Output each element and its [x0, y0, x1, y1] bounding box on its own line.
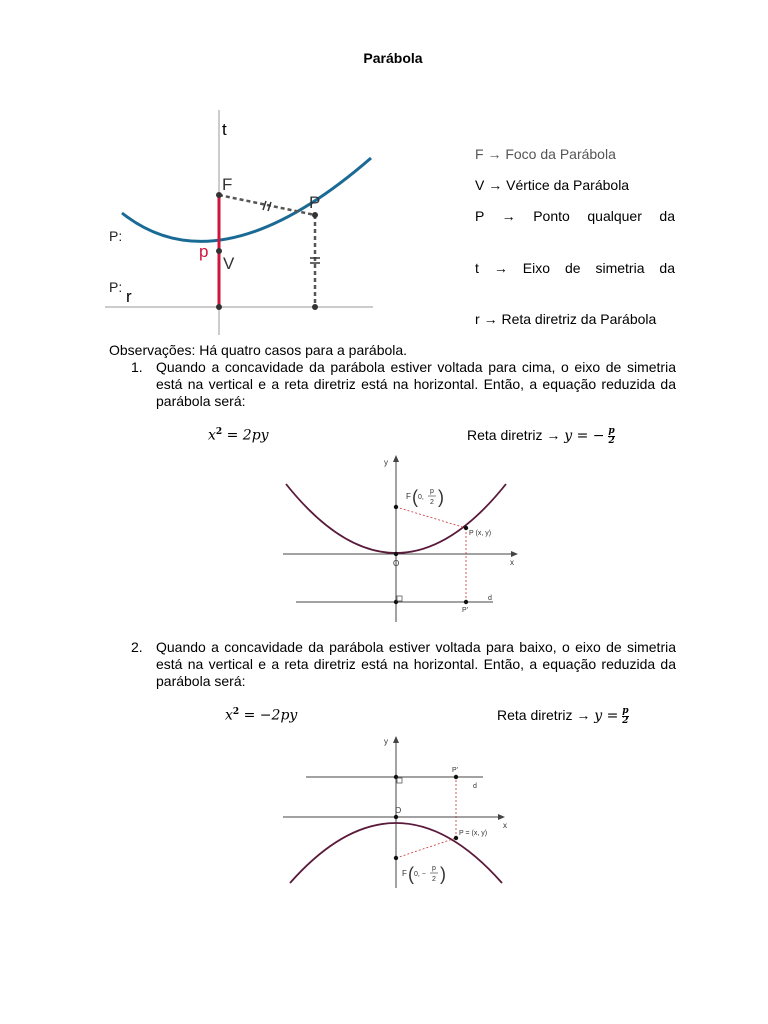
case-2	[131, 639, 676, 690]
svg-text:): )	[438, 487, 444, 507]
svg-text:2: 2	[430, 499, 434, 506]
svg-text:p: p	[432, 865, 436, 872]
case-1-directrix-label-d: d	[488, 595, 492, 602]
case-2-directrix-fraction: $\frac{p}{2}$	[622, 706, 629, 726]
observations: Observações: Há quatro casos para a parábola.	[109, 342, 408, 358]
parabola-curve	[122, 158, 371, 241]
case-1-text: Quando a concavidade da parábola estiver voltada para cima, o eixo de simetria está na vertical e a reta diretriz está na horizontal. Então, a equação reduzida da parábola será:	[156, 359, 676, 409]
legend-focus	[475, 145, 675, 163]
legend-point-letter: P	[475, 208, 485, 224]
svg-text:(: (	[408, 864, 414, 884]
case-1-point	[464, 526, 468, 530]
case-2-point	[454, 836, 458, 840]
svg-text:): )	[440, 864, 446, 884]
case-2-point-prime-label: P'	[452, 767, 459, 774]
label-cut-2: P:	[109, 279, 123, 295]
focus-to-point-dashed	[219, 195, 315, 215]
page-title: Parábola	[363, 50, 423, 66]
directrix-point	[216, 304, 222, 310]
svg-text:0,: 0,	[418, 494, 424, 501]
label-V: V	[223, 254, 235, 273]
case-2-equation: $x^2 = -2py$	[225, 707, 298, 724]
case-2-graph	[278, 733, 528, 893]
svg-text:F: F	[406, 492, 411, 501]
case-2-x-label: x	[503, 821, 507, 830]
label-p: p	[199, 242, 209, 261]
svg-text:p: p	[430, 488, 434, 495]
case-1-graph	[278, 452, 528, 627]
case-2-focus-point	[394, 856, 398, 860]
case-2-directrix-label: Reta diretriz →	[497, 707, 591, 724]
legend-vertex	[475, 176, 675, 194]
case-1-x-label: x	[510, 558, 514, 567]
case-2-focus-label	[402, 864, 446, 884]
svg-text:(: (	[412, 487, 418, 507]
case-2-point-prime	[454, 775, 458, 779]
legend-axis	[475, 259, 675, 277]
case-2-number: 2.	[131, 639, 143, 655]
case-1-directrix-label: Reta diretriz →	[467, 427, 561, 444]
case-2-y-label: y	[384, 737, 388, 746]
case-2-origin-point	[394, 815, 398, 819]
case-2-point-label: P = (x, y)	[459, 830, 488, 837]
case-1-number: 1.	[131, 359, 143, 375]
label-r: r	[126, 287, 132, 306]
vertex-point	[216, 248, 222, 254]
case-2-directrix: Reta diretriz → $y = \frac{p}{2}$	[497, 706, 629, 726]
case-2-text: Quando a concavidade da parábola estiver voltada para baixo, o eixo de simetria está na vertical e a reta diretriz está na horizontal. Então, a equação reduzida da parábola será:	[156, 639, 676, 689]
case-1	[131, 359, 676, 410]
case-1-origin-point	[394, 552, 398, 556]
case-1-directrix-fraction: $\frac{p}{2}$	[608, 426, 615, 446]
label-cut-1: P:	[109, 228, 123, 244]
legend-directrix-text: → Reta diretriz da Parábola	[483, 311, 657, 327]
legend-directrix-letter: r	[475, 311, 480, 327]
svg-text:0, −: 0, −	[414, 871, 426, 878]
case-1-directrix: Reta diretriz → y = − $\frac{p}{2}$	[467, 426, 615, 446]
legend-focus-letter: F	[475, 146, 484, 162]
case-1-focus-point	[394, 505, 398, 509]
legend-vertex-letter: V	[475, 177, 485, 193]
label-P: P	[309, 193, 321, 212]
legend-axis-text: → Eixo de simetria da	[493, 260, 676, 276]
legend-axis-letter: t	[475, 260, 479, 276]
label-F: F	[222, 175, 233, 194]
legend-focus-text: → Foco da Parábola	[487, 146, 616, 162]
legend-point-text: → Ponto qualquer da	[501, 208, 675, 224]
case-1-point-prime-label: P'	[462, 607, 469, 614]
label-t: t	[222, 120, 227, 139]
legend-point	[475, 207, 675, 225]
case-1-focus-label	[406, 487, 444, 507]
case-2-directrix-label-d: d	[473, 783, 477, 790]
case-1-equation: $x^2 = 2py$	[208, 427, 269, 444]
case-1-y-label: y	[384, 458, 388, 467]
svg-text:2: 2	[432, 876, 436, 883]
case-1-point-prime	[464, 600, 468, 604]
legend-directrix	[475, 310, 675, 328]
parabola-elements-diagram	[105, 100, 380, 345]
case-1-point-label: P (x, y)	[469, 530, 492, 537]
case-2-origin-label: O	[395, 806, 402, 815]
directrix-point-2	[312, 304, 318, 310]
svg-text:F: F	[402, 869, 407, 878]
legend-vertex-text: → Vértice da Parábola	[488, 177, 630, 193]
case-1-origin-label: O	[393, 559, 400, 568]
point-P	[312, 212, 318, 218]
